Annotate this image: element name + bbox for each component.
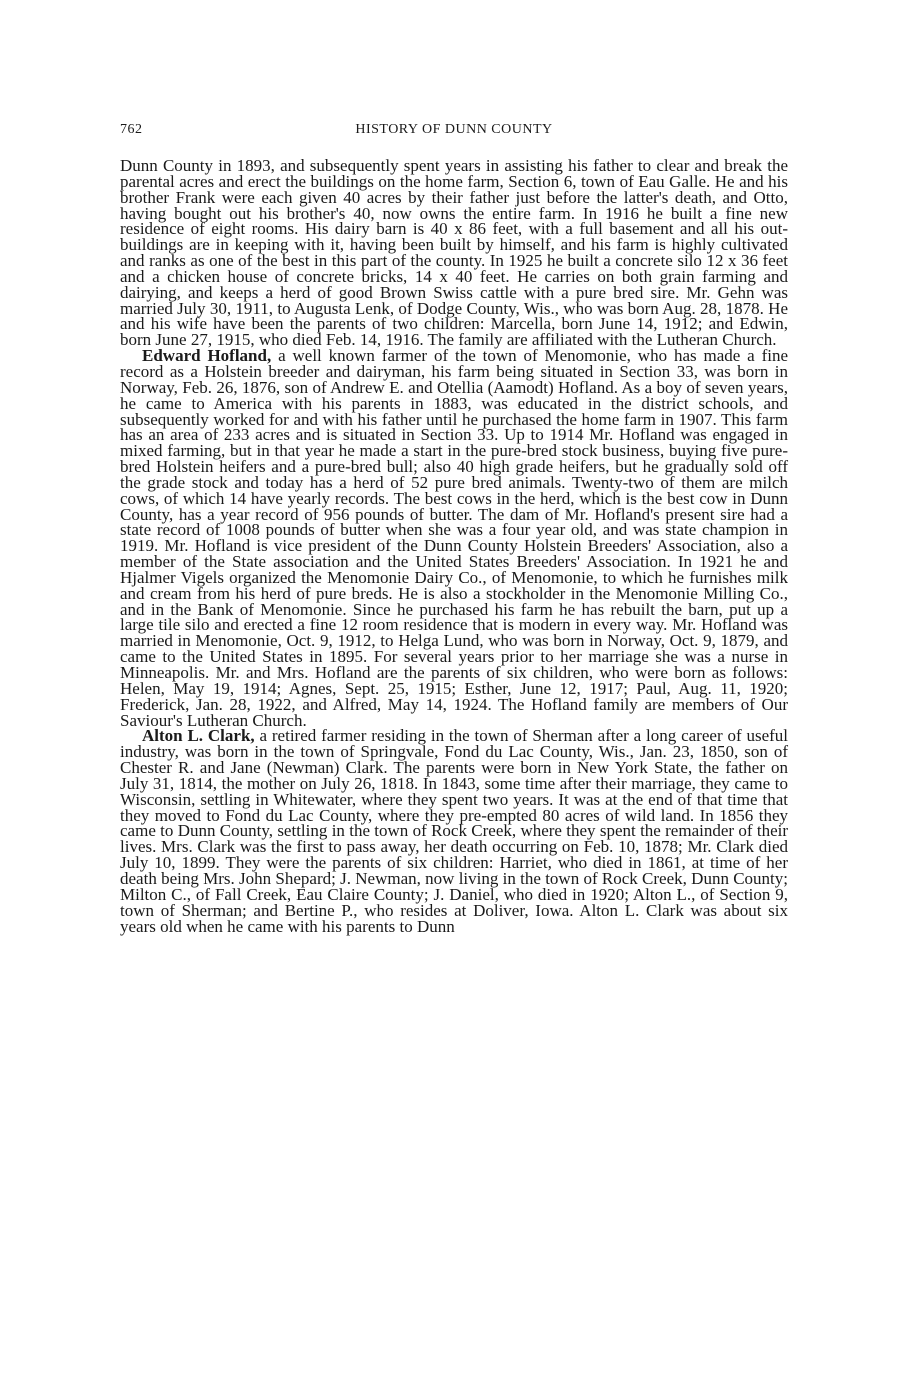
biography-name: Alton L. Clark, bbox=[142, 726, 255, 746]
running-title: HISTORY OF DUNN COUNTY bbox=[355, 122, 553, 137]
paragraph-text: a well known farmer of the town of Menomonie, who has made a fine record as a Holstein breeder and dairyman, his farm being situated in Section 33, was born in Norway, Feb. 26, 1876, son of Andrew E. and Otellia (Aamodt) Hofland. As a boy of seven years, he came to America with his parents in 1883, was educated in the district schools, and subsequently worked for and with his father until he purchased the home farm in 1907. This farm has an area of 233 acres and is situated in Section 33. Up to 1914 Mr. Hofland was engaged in mixed farming, but in that year he made a start in the pure-bred stock business, buying five pure-bred Holstein heifers and a pure-bred bull; also 40 high grade heifers, but he gradually sold off the grade stock and today has a herd of 52 pure bred animals. Twenty-two of them are milch cows, of which 14 have yearly records. The best cows in the herd, which is the best cow in Dunn County, has a year record of 956 pounds of butter. The dam of Mr. Hofland's present sire had a state record of 1008 pounds of butter when she was a four year old, and was state champion in 1919. Mr. Hofland is vice president of the Dunn County Holstein Breeders' Association, also a member of the State association and the United States Breeders' Association. In 1921 he and Hjalmer Vigels organized the Menomonie Dairy Co., of Menomonie, to which he furnishes milk and cream from his herd of pure breds. He is also a stockholder in the Menomonie Milling Co., and in the Bank of Menomonie. Since he purchased his farm he has rebuilt the barn, put up a large tile silo and erected a fine 12 room residence that is modern in every way. Mr. Hofland was married in Menomonie, Oct. 9, 1912, to Helga Lund, who was born in Norway, Oct. 9, 1879, and came to the United States in 1895. For several years prior to her marriage she was a nurse in Minneapolis. Mr. and Mrs. Hofland are the parents of six children, who were born as follows: Helen, May 19, 1914; Agnes, Sept. 25, 1915; Esther, June 12, 1917; Paul, Aug. 11, 1920; Frederick, Jan. 28, 1922, and Alfred, May 14, 1924. The Hofland family are members of Our Saviour's Lutheran Church. bbox=[120, 346, 789, 730]
paragraph-alton-clark bbox=[120, 728, 788, 934]
running-head bbox=[120, 122, 788, 144]
paragraph-gehn-continued bbox=[120, 158, 788, 348]
paragraph-text: Dunn County in 1893, and subsequently spent years in assisting his father to clear and break the parental acres and erect the buildings on the home farm, Section 6, town of Eau Galle. He and his brother Frank were each given 40 acres by their father just before the latter's death, and Otto, having bought out his brother's 40, now owns the entire farm. In 1916 he built a fine new residence of eight rooms. His dairy barn is 40 x 86 feet, with a full basement and all his out-buildings are in keeping with it, having been built by himself, and his farm is highly cultivated and ranks as one of the best in this part of the county. In 1925 he built a concrete silo 12 x 36 feet and a chicken house of concrete bricks, 14 x 40 feet. He carries on both grain farming and dairying, and keeps a herd of good Brown Swiss cattle with a pure bred sire. Mr. Gehn was married July 30, 1911, to Augusta Lenk, of Dodge County, Wis., who was born Aug. 28, 1878. He and his wife have been the parents of two children: Marcella, born June 14, 1912; and Edwin, born June 27, 1915, who died Feb. 14, 1916. The family are affiliated with the Lutheran Church. bbox=[120, 156, 788, 350]
page-number: 762 bbox=[120, 122, 143, 137]
paragraph-edward-hofland bbox=[120, 348, 788, 728]
biography-name: Edward Hofland, bbox=[142, 346, 272, 366]
paragraph-text: a retired farmer residing in the town of Sherman after a long career of useful industry, was born in the town of Springvale, Fond du Lac County, Wis., Jan. 23, 1850, son of Chester R. and Jane (Newman) Clark. The parents were born in New York State, the father on July 31, 1814, the mother on July 26, 1818. In 1843, some time after their marriage, they came to Wisconsin, settling in Whitewater, where they spent two years. It was at the end of that time that they moved to Fond du Lac County, where they pre-empted 80 acres of wild land. In 1856 they came to Dunn County, settling in the town of Rock Creek, where they spent the remainder of their lives. Mrs. Clark was the first to pass away, her death occurring on Feb. 10, 1878; Mr. Clark died July 10, 1899. They were the parents of six children: Harriet, who died in 1861, at time of her death being Mrs. John Shepard; J. Newman, now living in the town of Rock Creek, Dunn County; Milton C., of Fall Creek, Eau Claire County; J. Daniel, who died in 1920; Alton L., of Section 9, town of Sherman; and Bertine P., who resides at Doliver, Iowa. Alton L. Clark was about six years old when he came with his parents to Dunn bbox=[120, 726, 788, 936]
body-text bbox=[120, 158, 788, 934]
